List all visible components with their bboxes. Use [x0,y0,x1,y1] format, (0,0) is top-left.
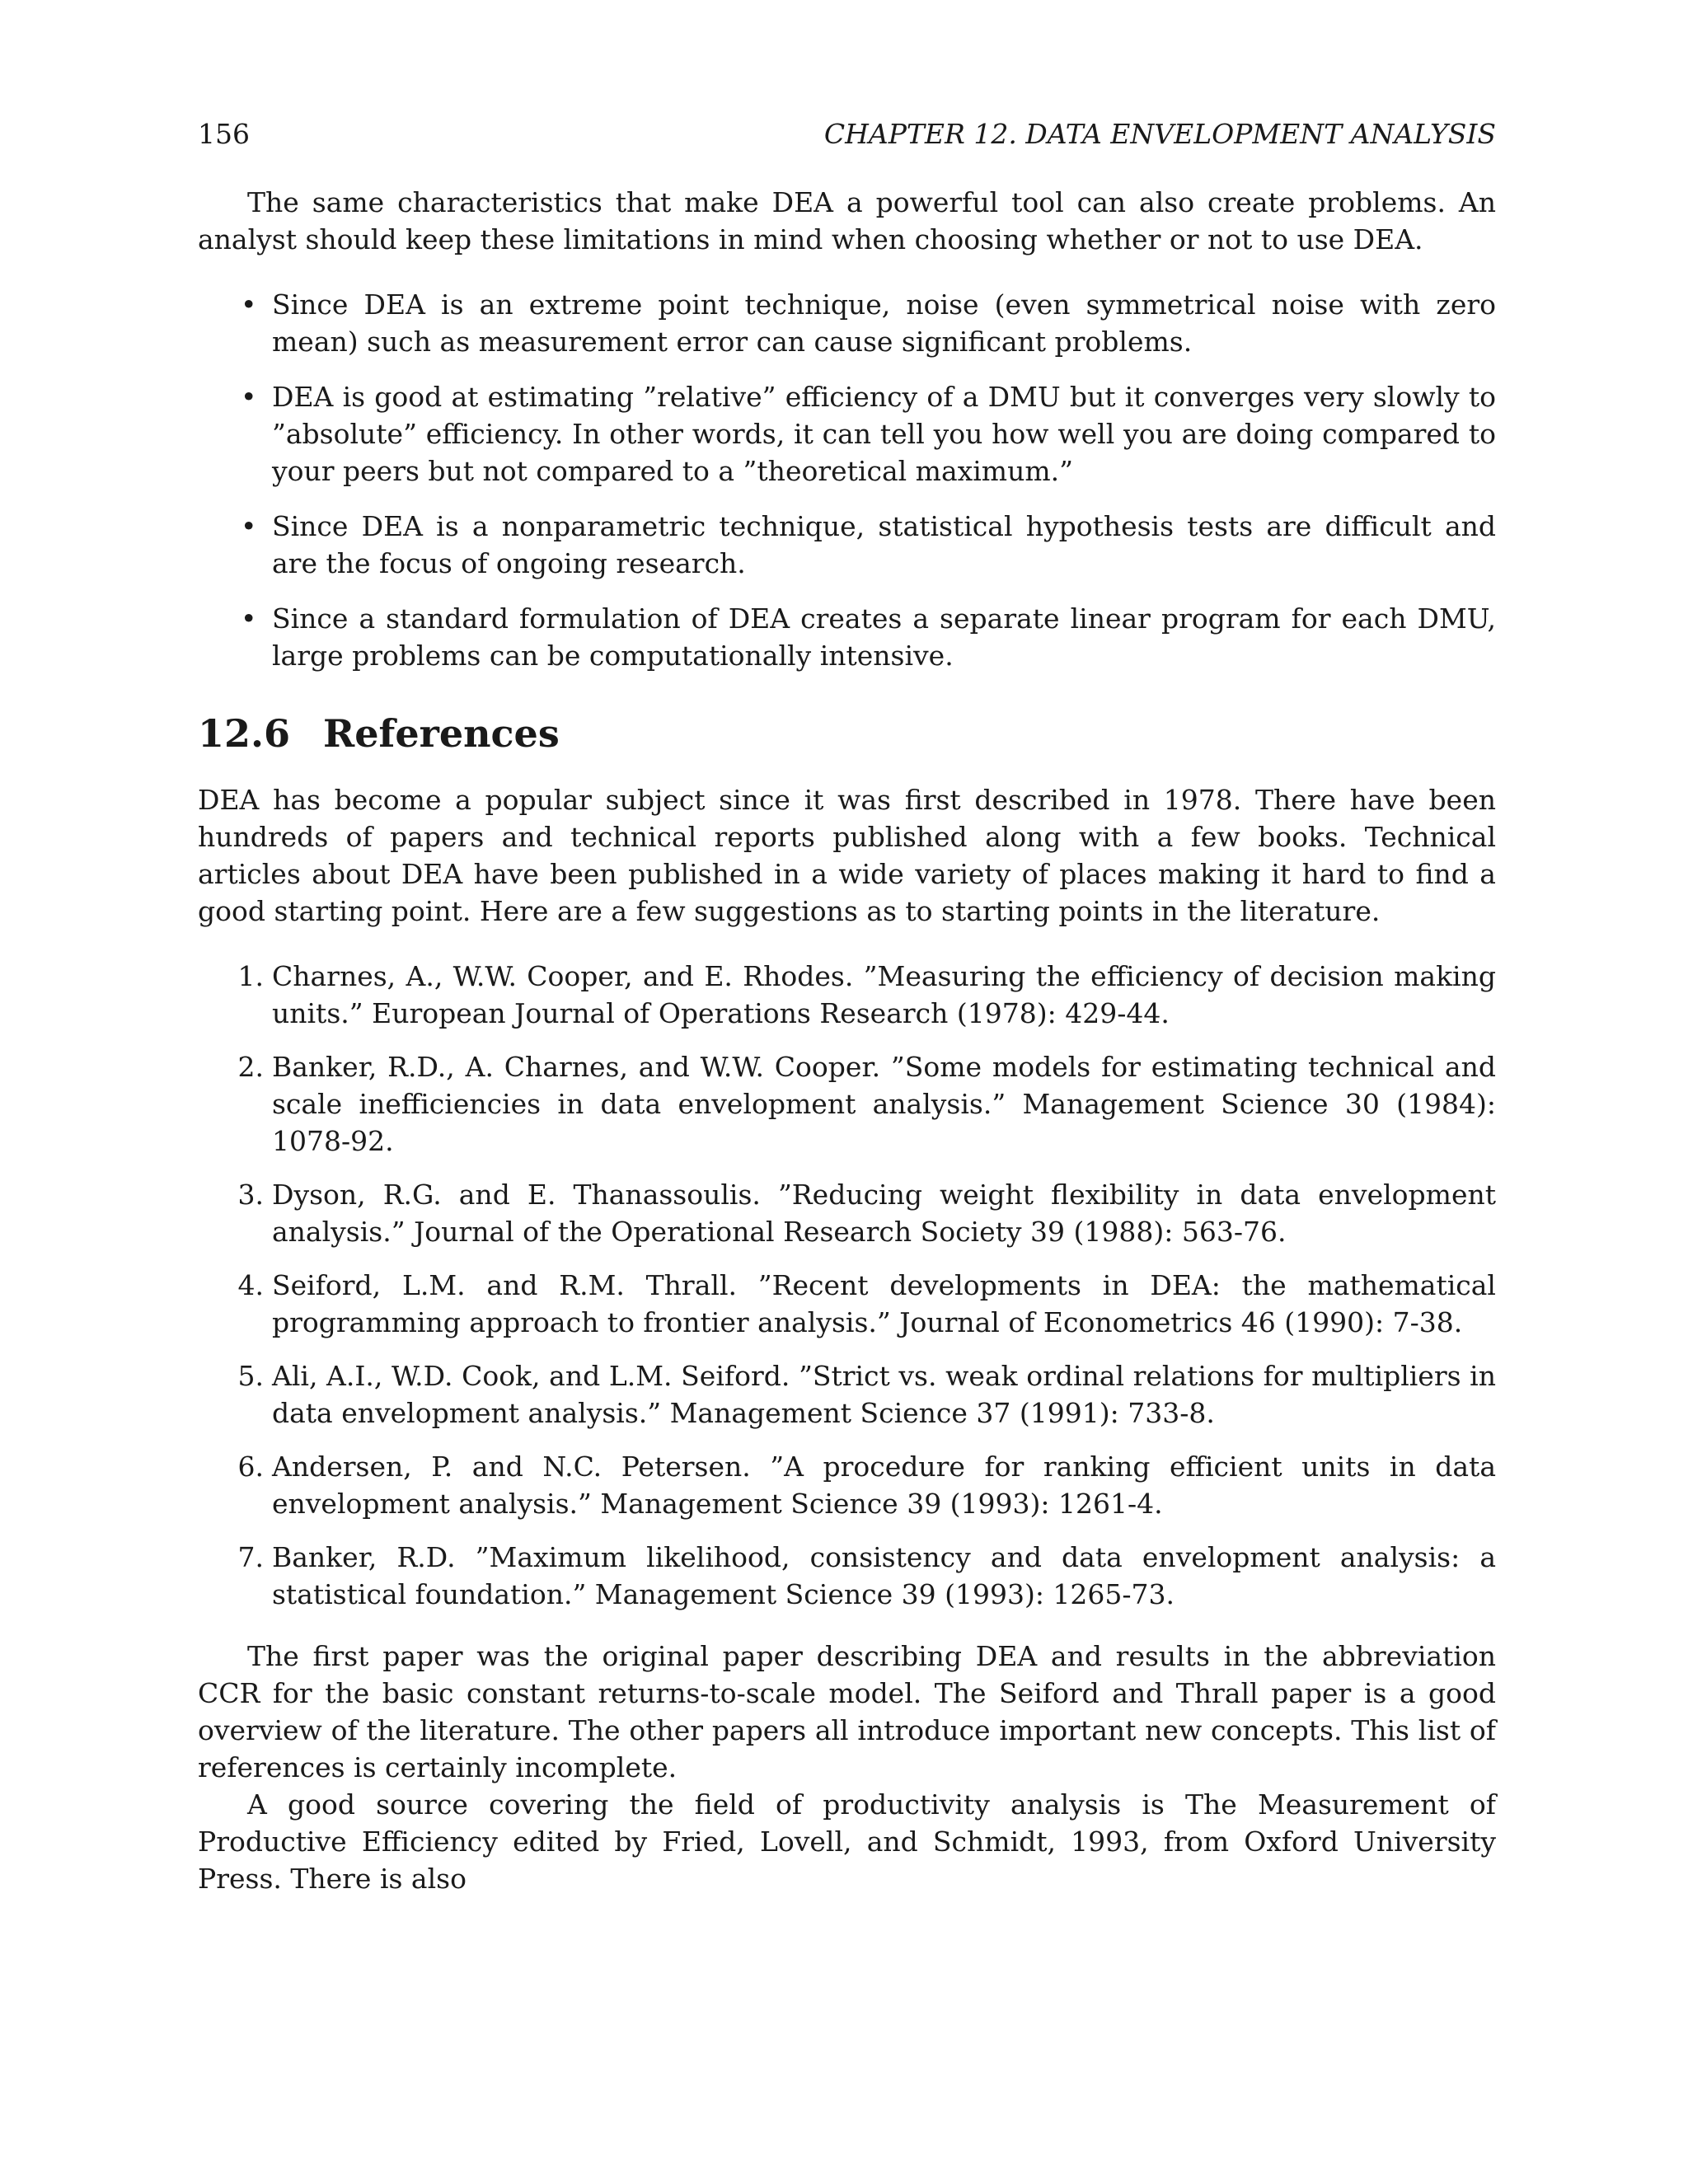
reference-text: Banker, R.D., A. Charnes, and W.W. Cooper. ”Some models for estimating technical and scale inefficiencies in data envelopment analysis.” Management Science 30 (1984): 1078-92. [272,1051,1496,1157]
reference-number: 3. [237,1179,264,1211]
section-heading [198,709,1496,758]
reference-number: 5. [237,1360,264,1392]
list-item-text: Since DEA is a nonparametric technique, statistical hypothesis tests are difficult and are the focus of ongoing research. [272,510,1496,579]
bullet-icon: • [241,381,257,413]
running-header [198,115,1496,152]
reference-text: Charnes, A., W.W. Cooper, and E. Rhodes. ”Measuring the efficiency of decision making units.” European Journal of Operations Research (1978): 429-44. [272,960,1496,1029]
reference-number: 4. [237,1269,264,1301]
bullet-icon: • [241,288,257,321]
reference-text: Ali, A.I., W.D. Cook, and L.M. Seiford. ”Strict vs. weak ordinal relations for multipliers in data envelopment analysis.” Management Science 37 (1991): 733-8. [272,1360,1496,1429]
reference-item [237,1539,1496,1613]
list-item [241,286,1496,360]
list-item [241,600,1496,674]
section-number: 12.6 [198,711,291,756]
list-item [241,378,1496,490]
closing-paragraph: The first paper was the original paper describing DEA and results in the abbreviation CCR for the basic constant returns-to-scale model. The Seiford and Thrall paper is a good overview of the literature. The other papers all introduce important new concepts. This list of references is certainly incomplete. [198,1640,1496,1783]
list-item [241,508,1496,582]
reference-text: Andersen, P. and N.C. Petersen. ”A procedure for ranking efficient units in data envelopment analysis.” Management Science 39 (1993): 1261-4. [272,1451,1496,1520]
reference-text: Dyson, R.G. and E. Thanassoulis. ”Reducing weight flexibility in data envelopment analysis.” Journal of the Operational Research Society 39 (1988): 563-76. [272,1179,1496,1248]
reference-number: 2. [237,1051,264,1083]
references-intro: DEA has become a popular subject since it was first described in 1978. There have been hundreds of papers and technical reports published along with a few books. Technical articles about DEA have been published in a wide variety of places making it hard to find a good starting point. Here are a few suggestions as to starting points in the literature. [198,784,1496,927]
limitations-list [198,286,1496,674]
bullet-icon: • [241,602,257,635]
list-item-text: DEA is good at estimating ”relative” efficiency of a DMU but it converges very slowly to ”absolute” efficiency. In other words, it can tell you how well you are doing compared to your peers but not compared to a ”theoretical maximum.” [272,381,1496,487]
references-list [198,958,1496,1613]
reference-number: 1. [237,960,264,992]
closing-section [198,1638,1496,1897]
bullet-icon: • [241,510,257,542]
reference-item [237,1357,1496,1432]
list-item-text: Since a standard formulation of DEA creates a separate linear program for each DMU, large problems can be computationally intensive. [272,602,1496,672]
reference-text: Banker, R.D. ”Maximum likelihood, consistency and data envelopment analysis: a statistical foundation.” Management Science 39 (1993): 1265-73. [272,1541,1496,1610]
page-number: 156 [198,118,250,150]
section-title: References [323,711,560,756]
reference-text: Seiford, L.M. and R.M. Thrall. ”Recent developments in DEA: the mathematical programming approach to frontier analysis.” Journal of Econometrics 46 (1990): 7-38. [272,1269,1496,1338]
closing-paragraph: A good source covering the field of productivity analysis is The Measurement of Productive Efficiency edited by Fried, Lovell, and Schmidt, 1993, from Oxford University Press. There is also [198,1788,1496,1895]
reference-number: 6. [237,1451,264,1483]
chapter-title: CHAPTER 12. DATA ENVELOPMENT ANALYSIS [823,118,1496,150]
intro-paragraph: The same characteristics that make DEA a powerful tool can also create problems. An analyst should keep these limitations in mind when choosing whether or not to use DEA. [198,186,1496,255]
reference-item [237,1267,1496,1341]
reference-number: 7. [237,1541,264,1573]
reference-item [237,1448,1496,1522]
reference-item [237,1048,1496,1160]
reference-item [237,958,1496,1032]
reference-item [237,1176,1496,1250]
document-page [198,115,1496,1897]
list-item-text: Since DEA is an extreme point technique, noise (even symmetrical noise with zero mean) such as measurement error can cause significant problems. [272,288,1496,358]
